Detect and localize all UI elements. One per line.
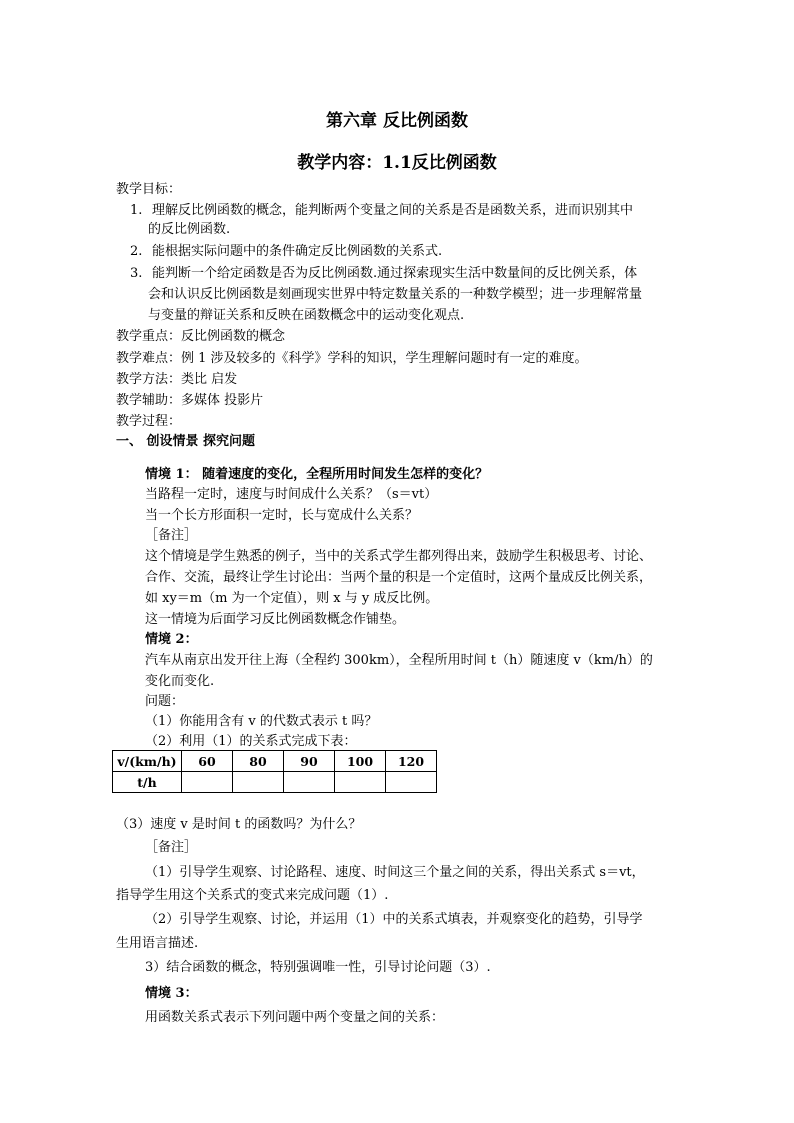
objective-2 <box>130 242 442 262</box>
difficulty: 教学难点：例 1 涉及较多的《科学》学科的知识，学生理解问题时有一定的难度。 <box>116 351 588 366</box>
table-cell: 60 <box>182 751 233 772</box>
note-label: ［备注］ <box>145 528 198 543</box>
table-cell: 100 <box>335 751 386 772</box>
table-cell <box>233 772 284 793</box>
question-3: （3）速度 v 是时间 t 的函数吗？为什么？ <box>116 817 362 832</box>
table-cell <box>335 772 386 793</box>
scenario-title: 随着速度的变化，全程所用时间发生怎样的变化？ <box>197 467 489 482</box>
scenario-3-label: 情境 3： <box>145 986 198 1001</box>
note-line: 3）结合函数的概念，特别强调唯一性，引导讨论问题（3）. <box>145 960 491 975</box>
table-cell: 120 <box>386 751 437 772</box>
scenario-1-question-2: 当一个长方形面积一定时，长与宽成什么关系？ <box>145 508 419 523</box>
objective-number: 3. <box>130 266 143 281</box>
objective-text: 理解反比例函数的概念，能判断两个变量之间的关系是否是函数关系，进而识别其中 <box>152 203 634 218</box>
table-cell <box>284 772 335 793</box>
scenario-1-heading <box>145 465 488 485</box>
scenario-3-text: 用函数关系式表示下列问题中两个变量之间的关系： <box>145 1010 445 1025</box>
table-cell: 90 <box>284 751 335 772</box>
objective-text: 能根据实际问题中的条件确定反比例函数的关系式. <box>152 244 443 259</box>
note-line: （2）引导学生观察、讨论，并运用（1）中的关系式填表，并观察变化的趋势，引导学 <box>145 912 643 927</box>
table-header-time: t/h <box>113 772 182 793</box>
table-row <box>113 772 437 793</box>
scenario-2-text: 变化而变化. <box>145 674 215 689</box>
note-line: 指导学生用这个关系式的变式来完成问题（1）. <box>116 888 389 903</box>
content-title: 教学内容：1.1反比例函数 <box>297 153 497 173</box>
note-line: 生用语言描述. <box>116 936 199 951</box>
scenario-1-question-1: 当路程一定时，速度与时间成什么关系？（s＝vt） <box>145 487 438 502</box>
objective-1-line-2: 的反比例函数. <box>148 222 231 237</box>
chapter-title: 第六章 反比例函数 <box>326 111 468 131</box>
question-label: 问题： <box>145 694 185 709</box>
scenario-2-label: 情境 2： <box>145 632 198 647</box>
note-line: 这个情境是学生熟悉的例子，当中的关系式学生都列得出来，鼓励学生积极思考、讨论、 <box>145 549 653 564</box>
table-cell: 80 <box>233 751 284 772</box>
note-line: 如 xy＝m（m 为一个定值），则 x 与 y 成反比例。 <box>145 591 439 606</box>
table-cell <box>386 772 437 793</box>
note-label: ［备注］ <box>145 840 198 855</box>
note-line: （1）引导学生观察、讨论路程、速度、时间这三个量之间的关系，得出关系式 s＝vt， <box>145 865 645 880</box>
table-cell <box>182 772 233 793</box>
objective-number: 2. <box>130 244 143 259</box>
scenario-label: 情境 1： <box>145 467 198 482</box>
objectives-label: 教学目标： <box>116 182 182 197</box>
note-line: 这一情境为后面学习反比例函数概念作铺垫。 <box>145 612 406 627</box>
teaching-aids: 教学辅助：多媒体 投影片 <box>116 393 264 408</box>
scenario-2-text: 汽车从南京出发开往上海（全程约 300km），全程所用时间 t（h）随速度 v（km/h）的 <box>145 653 653 668</box>
objective-3-line-3: 与变量的辩证关系和反映在函数概念中的运动变化观点. <box>148 308 465 323</box>
key-point: 教学重点：反比例函数的概念 <box>116 329 286 344</box>
process-label: 教学过程： <box>116 414 182 429</box>
question-2: （2）利用（1）的关系式完成下表： <box>145 734 357 749</box>
note-line: 合作、交流，最终让学生讨论出：当两个量的积是一个定值时，这两个量成反比例关系， <box>145 570 653 585</box>
speed-time-table <box>112 750 437 793</box>
objective-3-line-2: 会和认识反比例函数是刻画现实世界中特定数量关系的一种数学模型；进一步理解常量 <box>148 287 643 302</box>
objective-text: 能判断一个给定函数是否为反比例函数.通过探索现实生活中数量间的反比例关系，体 <box>152 266 638 281</box>
teaching-method: 教学方法：类比 启发 <box>116 372 238 387</box>
question-1: （1）你能用含有 v 的代数式表示 t 吗？ <box>145 714 378 729</box>
objective-number: 1. <box>130 203 143 218</box>
section-heading: 一、 创设情景 探究问题 <box>116 434 256 449</box>
table-header-speed: v/(km/h) <box>113 751 182 772</box>
table-row <box>113 751 437 772</box>
objective-3-line-1 <box>130 264 637 284</box>
objective-1-line-1 <box>130 201 633 221</box>
